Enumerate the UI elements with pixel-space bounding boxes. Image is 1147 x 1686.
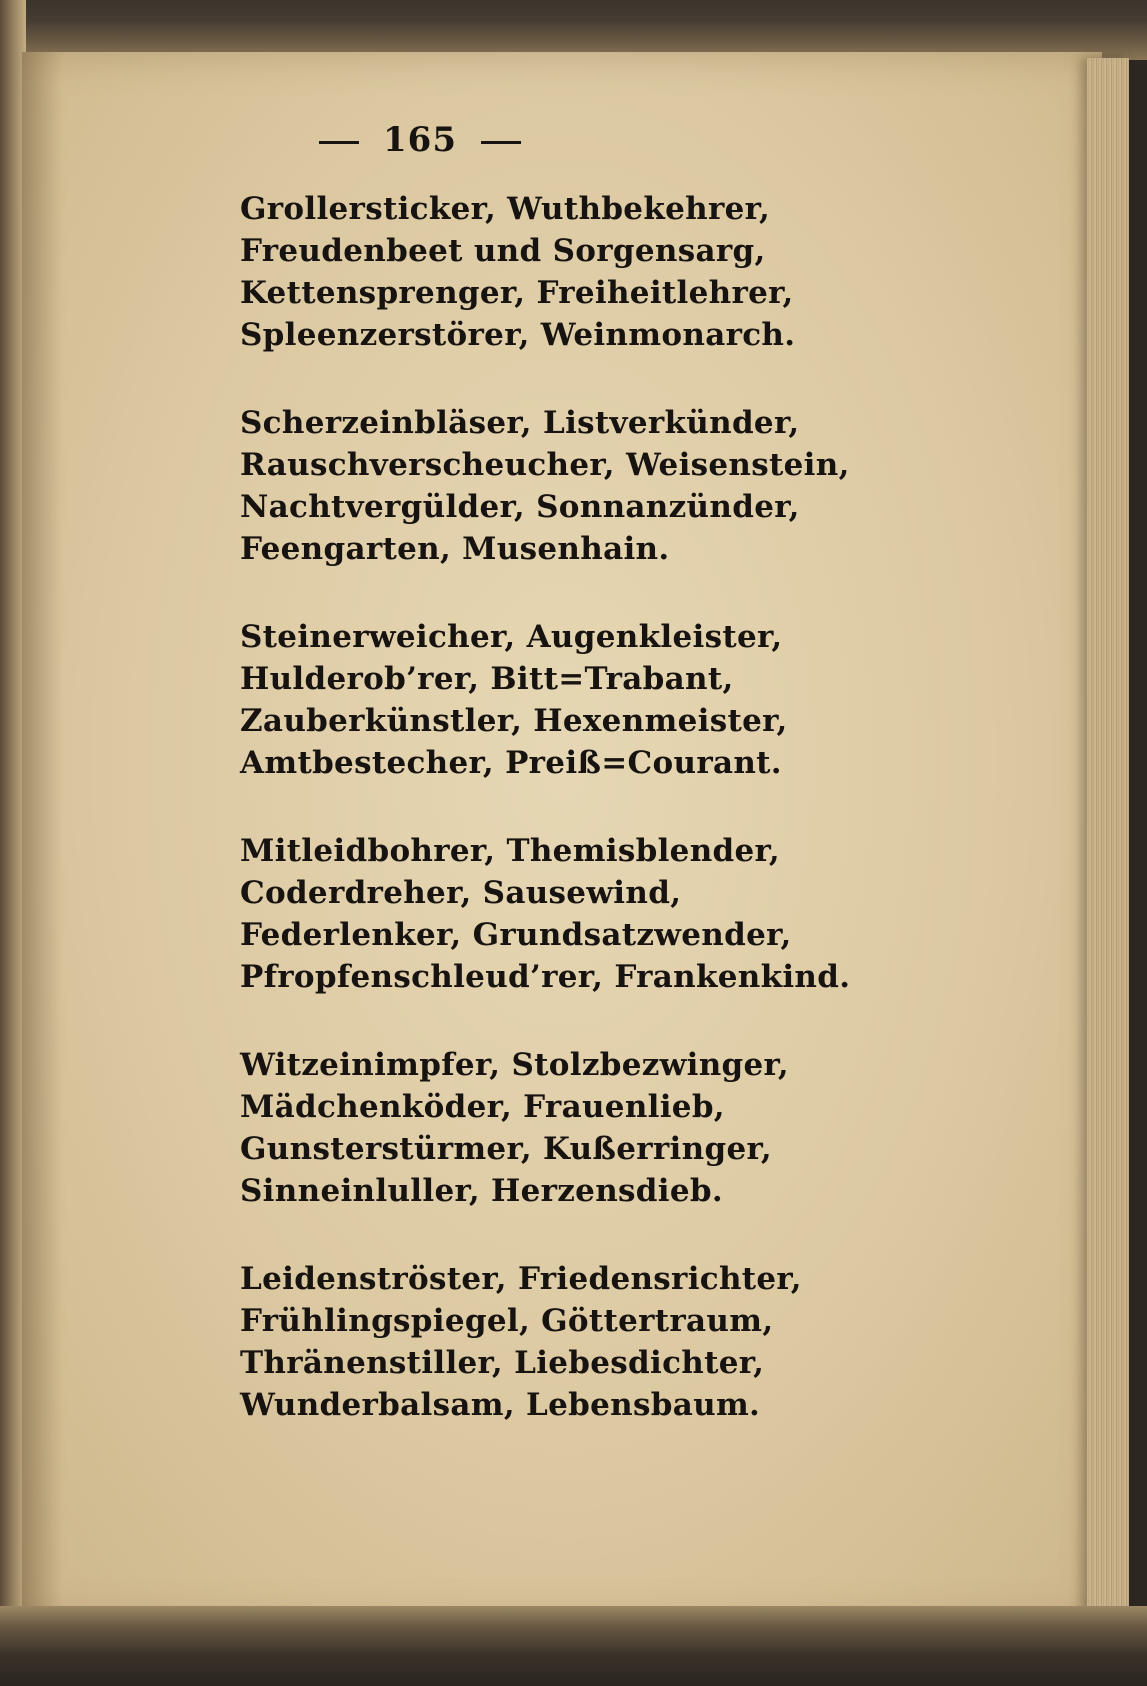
page-content bbox=[240, 120, 851, 1472]
verse-line: Kettensprenger, Freiheitlehrer, bbox=[240, 275, 794, 311]
book-top-edge bbox=[0, 0, 1147, 60]
verse-line: Steinerweicher, Augenkleister, bbox=[240, 619, 783, 655]
verse-line: Scherzeinbläser, Listverkünder, bbox=[240, 405, 800, 441]
verse-line: Freudenbeet und Sorgensarg, bbox=[240, 233, 766, 269]
verse-line: Grollersticker, Wuthbekehrer, bbox=[240, 191, 771, 227]
page-stack-edge bbox=[1087, 58, 1129, 1618]
verse-line: Wunderbalsam, Lebensbaum. bbox=[240, 1387, 761, 1423]
verse-line: Hulderob’rer, Bitt=Trabant, bbox=[240, 661, 734, 697]
verse-line: Amtbestecher, Preiß=Courant. bbox=[240, 745, 782, 781]
stanza-5 bbox=[240, 1044, 790, 1212]
stanza-1 bbox=[240, 188, 796, 356]
verse-line: Witzeinimpfer, Stolzbezwinger, bbox=[240, 1047, 790, 1083]
verse-line: Rauschverscheucher, Weisenstein, bbox=[240, 447, 850, 483]
verse-line: Thränenstiller, Liebesdichter, bbox=[240, 1345, 765, 1381]
stanza-3 bbox=[240, 616, 788, 784]
verse-line: Gunsterstürmer, Kußerringer, bbox=[240, 1131, 772, 1167]
page-number-dash-right bbox=[481, 141, 521, 144]
gutter-shadow bbox=[22, 52, 62, 1622]
verse-line: Mitleidbohrer, Themisblender, bbox=[240, 833, 781, 869]
verse-line: Zauberkünstler, Hexenmeister, bbox=[240, 703, 788, 739]
verse-line: Spleenzerstörer, Weinmonarch. bbox=[240, 317, 796, 353]
verse-line: Coderdreher, Sausewind, bbox=[240, 875, 682, 911]
verse-line: Nachtvergülder, Sonnanzünder, bbox=[240, 489, 800, 525]
book-bottom-edge bbox=[0, 1606, 1147, 1686]
page-number-dash-left bbox=[319, 141, 359, 144]
verse-line: Pfropfenschleud’rer, Frankenkind. bbox=[240, 959, 851, 995]
stanza-4 bbox=[240, 830, 851, 998]
stanza-6 bbox=[240, 1258, 802, 1426]
stanza-2 bbox=[240, 402, 850, 570]
verse-line: Sinneinluller, Herzensdieb. bbox=[240, 1173, 723, 1209]
verse-line: Mädchenköder, Frauenlieb, bbox=[240, 1089, 725, 1125]
verse-line: Federlenker, Grundsatzwender, bbox=[240, 917, 792, 953]
verse-line: Leidenströster, Friedensrichter, bbox=[240, 1261, 802, 1297]
verse-line: Frühlingspiegel, Göttertraum, bbox=[240, 1303, 774, 1339]
page-number-value: 165 bbox=[383, 120, 457, 160]
page-number bbox=[240, 120, 600, 160]
verse-line: Feengarten, Musenhain. bbox=[240, 531, 670, 567]
